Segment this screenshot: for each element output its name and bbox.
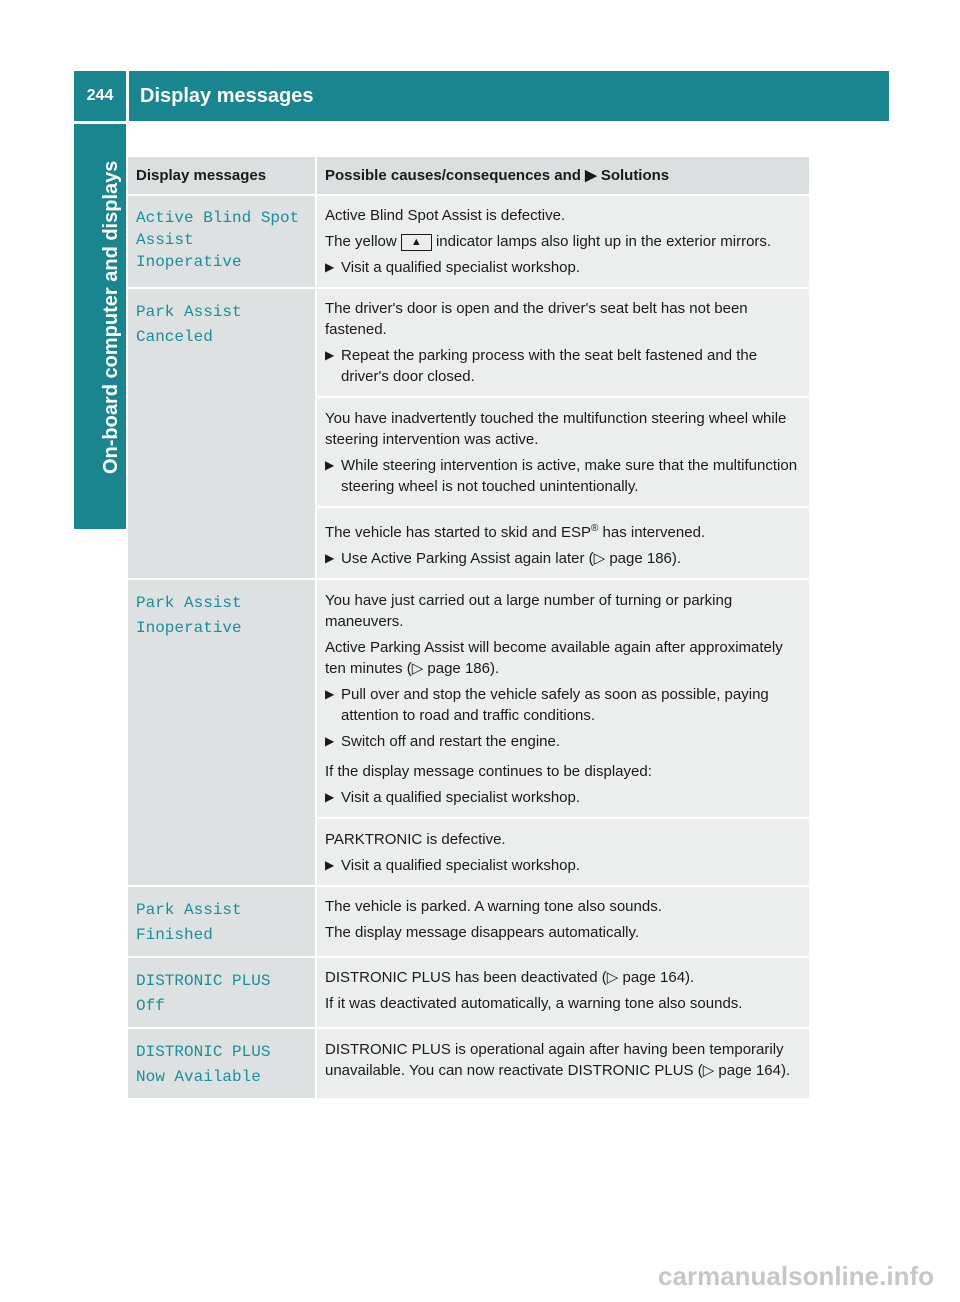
cause-text: If the display message continues to be displayed:: [325, 763, 652, 780]
solution-text: While steering intervention is active, make sure that the multifunction steering wheel is not touched unintentionally.: [341, 457, 798, 495]
cause-text: The display message disappears automatically.: [325, 924, 640, 941]
cause-text: DISTRONIC PLUS has been deactivated (▷ page 164).: [325, 969, 695, 986]
display-message: Park Assist Inoperative: [127, 579, 316, 886]
message-description: [316, 579, 810, 818]
cause-text: If it was deactivated automatically, a warning tone also sounds.: [325, 995, 743, 1012]
page-number: 244: [74, 71, 126, 121]
solution-text: Repeat the parking process with the seat belt fastened and the driver's door closed.: [341, 347, 758, 385]
cause-text-part: has intervened.: [598, 524, 706, 541]
display-message: Active Blind Spot Assist Inoperative: [127, 195, 316, 288]
solution-step: [325, 855, 802, 876]
arrow-right-icon: ▶: [325, 458, 335, 472]
display-messages-table: [126, 155, 811, 1100]
cause-text: The driver's door is open and the driver's seat belt has not been fastened.: [325, 300, 748, 338]
cause-text-part: indicator lamps also light up in the exterior mirrors.: [435, 233, 772, 250]
table-row: [127, 957, 810, 1028]
solution-text: Visit a qualified specialist workshop.: [341, 259, 581, 276]
arrow-right-icon: ▶: [325, 858, 335, 872]
cause-text: [325, 231, 802, 252]
column-header-messages: Display messages: [127, 156, 316, 195]
solution-step: [325, 345, 802, 387]
table-header-row: [127, 156, 810, 195]
message-description: [316, 397, 810, 507]
cause-text: Active Blind Spot Assist is defective.: [325, 207, 566, 224]
message-description: [316, 957, 810, 1028]
solution-text: Use Active Parking Assist again later (▷ page 186).: [341, 550, 682, 567]
cause-text-part: The vehicle has started to skid and ESP: [325, 524, 591, 541]
page-header-title: Display messages: [129, 71, 889, 121]
cause-text: The vehicle is parked. A warning tone also sounds.: [325, 898, 662, 915]
solution-text: Pull over and stop the vehicle safely as soon as possible, paying attention to road and traffic conditions.: [341, 686, 769, 724]
solution-text: Switch off and restart the engine.: [341, 733, 561, 750]
arrow-right-icon: ▶: [325, 790, 335, 804]
message-description: [316, 886, 810, 957]
table-row: [127, 1028, 810, 1099]
solution-text: Visit a qualified specialist workshop.: [341, 789, 581, 806]
side-tab-label: On-board computer and displays: [100, 160, 122, 474]
display-message: Park Assist Canceled: [127, 288, 316, 579]
solution-step: [325, 548, 802, 569]
message-description: [316, 288, 810, 397]
arrow-right-icon: ▶: [325, 260, 335, 274]
column-header-solutions: Possible causes/consequences and ▶ Solutions: [316, 156, 810, 195]
cause-text: Active Parking Assist will become available again after approximately ten minutes (▷ page 186).: [325, 639, 783, 677]
message-description: [316, 818, 810, 886]
cause-text: [325, 518, 802, 543]
arrow-right-icon: ▶: [325, 687, 335, 701]
cause-text: You have inadvertently touched the multifunction steering wheel while steering intervention was active.: [325, 410, 787, 448]
watermark: carmanualsonline.info: [658, 1261, 934, 1291]
message-description: [316, 1028, 810, 1099]
solution-step: [325, 455, 802, 497]
solution-step: [325, 787, 802, 808]
cause-text-part: The yellow: [325, 233, 397, 250]
solution-text: Visit a qualified specialist workshop.: [341, 857, 581, 874]
display-message: DISTRONIC PLUS Now Available: [127, 1028, 316, 1099]
cause-text: DISTRONIC PLUS is operational again after having been temporarily unavailable. You can now reactivate DISTRONIC PLUS (▷ page 164).: [325, 1041, 791, 1079]
warning-triangle-icon: ▲: [401, 234, 432, 251]
table-row: [127, 288, 810, 397]
registered-mark: ®: [590, 523, 599, 534]
table-row: [127, 195, 810, 288]
arrow-right-icon: ▶: [325, 551, 335, 565]
solution-step: [325, 731, 802, 752]
solution-step: [325, 257, 802, 278]
cause-text: You have just carried out a large number of turning or parking maneuvers.: [325, 592, 733, 630]
display-message: Park Assist Finished: [127, 886, 316, 957]
table-row: [127, 579, 810, 818]
message-description: [316, 195, 810, 288]
table-row: [127, 886, 810, 957]
display-message: DISTRONIC PLUS Off: [127, 957, 316, 1028]
message-description: [316, 507, 810, 579]
solution-step: [325, 684, 802, 726]
cause-text: PARKTRONIC is defective.: [325, 831, 506, 848]
arrow-right-icon: ▶: [325, 734, 335, 748]
arrow-right-icon: ▶: [325, 348, 335, 362]
